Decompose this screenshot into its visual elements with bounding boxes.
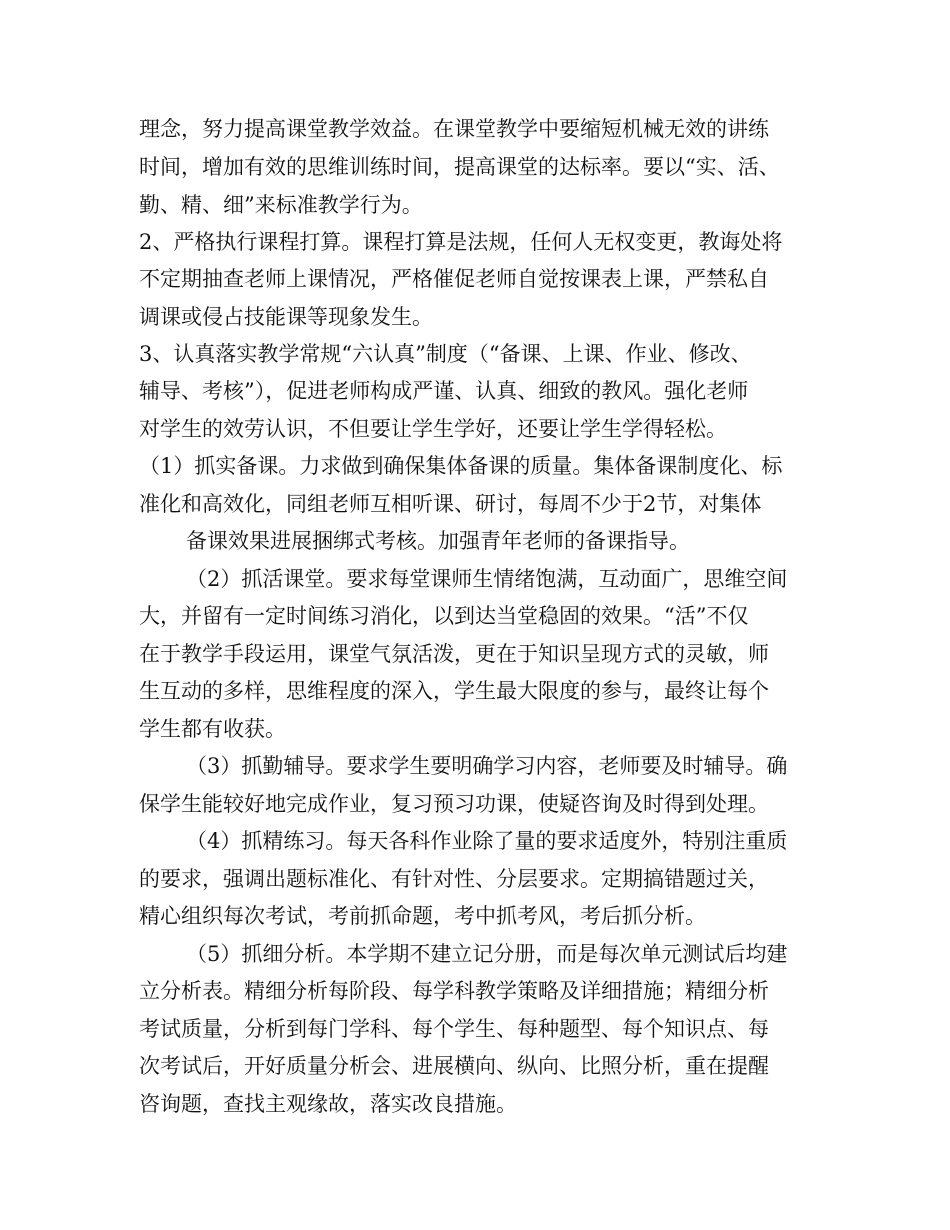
text-line: 不定期抽查老师上课情况，严格催促老师自觉按课表上课，严禁私自 — [139, 267, 769, 291]
text-line: 备课效果进展捆绑式考核。加强青年老师的备课指导。 — [186, 529, 690, 553]
text-line: 学生都有收获。 — [139, 717, 286, 741]
text-line: （4）抓精练习。每天各科作业除了量的要求适度外，特别注重质 — [186, 829, 788, 853]
text-line: 立分析表。精细分析每阶段、每学科教学策略及详细措施；精细分析 — [139, 979, 769, 1003]
text-line: （3）抓勤辅导。要求学生要明确学习内容，老师要及时辅导。确 — [186, 754, 788, 778]
text-line: （5）抓细分析。本学期不建立记分册，而是每次单元测试后均建 — [186, 942, 788, 966]
text-line: 理念，努力提高课堂教学效益。在课堂教学中要缩短机械无效的讲练 — [139, 117, 769, 141]
text-line: 时间，增加有效的思维训练时间，提高课堂的达标率。要以“实、活、 — [139, 155, 780, 179]
text-line: 辅导、考核”），促进老师构成严谨、认真、细致的教风。强化老师 — [139, 379, 749, 403]
text-line: 对学生的效劳认识，不但要让学生学好，还要让学生学得轻松。 — [139, 417, 727, 441]
text-line: 考试质量，分析到每门学科、每个学生、每种题型、每个知识点、每 — [139, 1017, 769, 1041]
text-line: 咨询题，查找主观缘故，落实改良措施。 — [139, 1092, 517, 1116]
text-line: 大，并留有一定时间练习消化，以到达当堂稳固的效果。“活”不仅 — [139, 604, 749, 628]
text-line: 保学生能较好地完成作业，复习预习功课，使疑咨询及时得到处理。 — [139, 792, 769, 816]
text-line: 在于教学手段运用，课堂气氛活泼，更在于知识呈现方式的灵敏，师 — [139, 642, 769, 666]
text-line: 准化和高效化，同组老师互相听课、研讨，每周不少于2节，对集体 — [139, 492, 762, 516]
text-line: 勤、精、细”来标准教学行为。 — [139, 193, 423, 217]
text-line: 生互动的多样，思维程度的深入，学生最大限度的参与，最终让每个 — [139, 679, 769, 703]
text-line: 的要求，强调出题标准化、有针对性、分层要求。定期搞错题过关， — [139, 867, 769, 891]
text-line: 3、认真落实教学常规“六认真”制度（“备课、上课、作业、修改、 — [139, 342, 752, 366]
text-line: 2、严格执行课程打算。课程打算是法规，任何人无权变更，教诲处将 — [139, 230, 783, 254]
text-line: 精心组织每次考试，考前抓命题，考中抓考风，考后抓分析。 — [139, 904, 706, 928]
text-line: （1）抓实备课。力求做到确保集体备课的质量。集体备课制度化、标 — [139, 454, 783, 478]
text-line: （2）抓活课堂。要求每堂课师生情绪饱满，互动面广，思维空间 — [186, 567, 788, 591]
text-line: 次考试后，开好质量分析会、进展横向、纵向、比照分析，重在提醒 — [139, 1054, 769, 1078]
text-line: 调课或侵占技能课等现象发生。 — [139, 305, 433, 329]
